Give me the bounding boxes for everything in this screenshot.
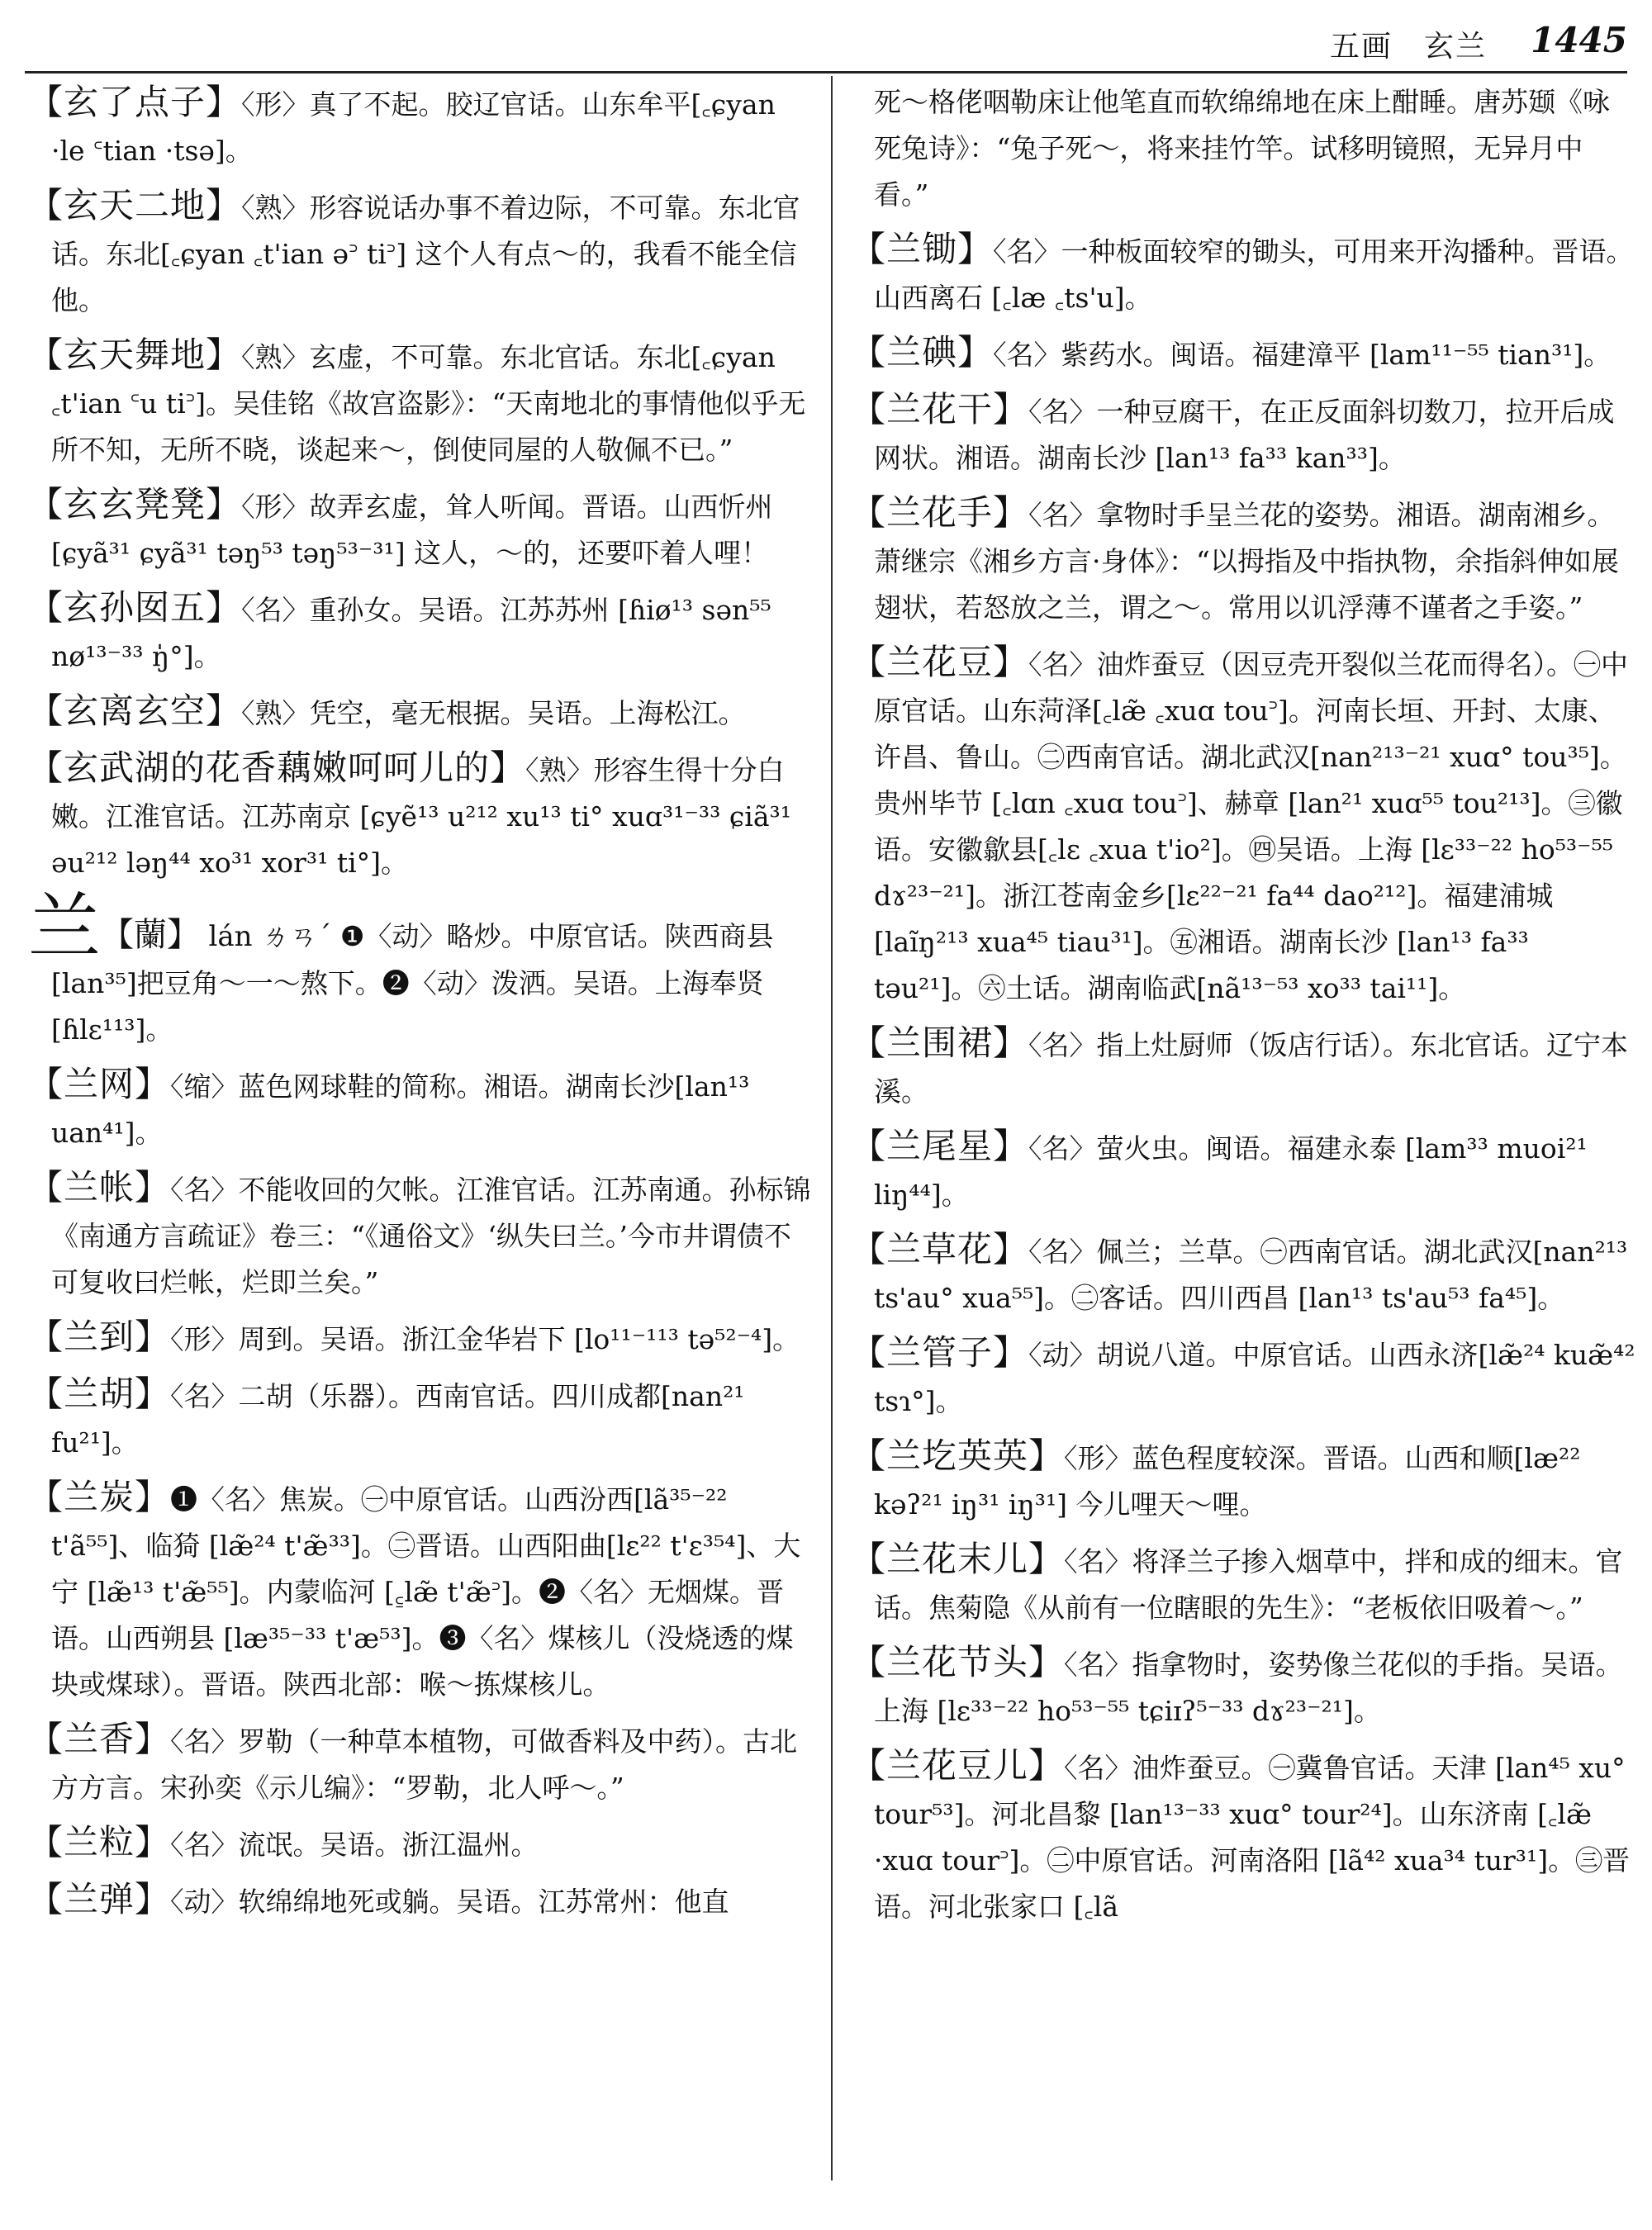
dictionary-entry: 【兰网】〈缩〉蓝色网球鞋的简称。湘语。湖南长沙[lan¹³ uan⁴¹]。	[28, 1064, 750, 1149]
dictionary-entry: 【兰花豆】〈名〉油炸蚕豆（因豆壳开裂似兰花而得名）。㊀中原官话。山东菏泽[꜀læ̃ ꜀xuɑ tou꜄]。河南长垣、开封、太康、许昌、鲁山。㊁西南官话。湖北武汉[nan²¹³⁻²¹ xuɑ° tou³⁵]。贵州毕节 [꜀lɑn ꜀xuɑ tou꜄]、赫章 [lan²¹ xuɑ⁵⁵ tou²¹³]。㊂徽语。安徽歙县[꜀lɛ ꜀xua t'io²]。㊃吴语。上海 [lɛ³³⁻²² ho⁵³⁻⁵⁵ dɤ²³⁻²¹]。浙江苍南金乡[lɛ²²⁻²¹ fa⁴⁴ dao²¹²]。福建浦城[laĩŋ²¹³ xua⁴⁵ tiau³¹]。㊄湘语。湖南长沙 [lan¹³ fa³³ təu²¹]。㊅土话。湖南临武[nã¹³⁻⁵³ xo³³ tai¹¹]。	[851, 642, 1629, 1004]
headword: 【玄天二地】	[28, 185, 242, 225]
head-character: 兰	[28, 885, 102, 970]
headword: 【玄天舞地】	[28, 334, 242, 375]
headword: 【兰香】	[28, 1719, 171, 1759]
header-rule	[25, 71, 1627, 74]
dictionary-entry: 【兰炭】❶〈名〉焦炭。㊀中原官话。山西汾西[lã³⁵⁻²² t'ã⁵⁵]、临猗 [læ̃²⁴ t'æ̃³³]。㊁晋语。山西阳曲[lɛ²² t'ɛ³⁵⁴]、大宁 [læ̃¹³ t'æ̃⁵⁵]。内蒙临河 [꜁læ̃ t'æ̃꜄]。❷〈名〉无烟煤。晋语。山西朔县 [læ³⁵⁻³³ t'æ⁵³]。❸〈名〉煤核儿（没烧透的煤块或煤球）。晋语。陕西北部：喉～拣煤核儿。	[28, 1477, 801, 1701]
headword: 【兰花节头】	[851, 1642, 1065, 1682]
dictionary-entry: 【兰粒】〈名〉流氓。吴语。浙江温州。	[28, 1822, 539, 1862]
headword: 【兰草花】	[851, 1229, 1029, 1269]
dictionary-entry: 【玄了点子】〈形〉真了不起。胶辽官话。山东牟平[꜀ɕyan ·le ꜂tian ·tsə]。	[28, 82, 776, 167]
dictionary-entry: 【兰尾星】〈名〉萤火虫。闽语。福建永泰 [lam³³ muoi²¹ liŋ⁴⁴]。	[851, 1126, 1588, 1211]
dictionary-entry: 【兰花手】〈名〉拿物时手呈兰花的姿势。湘语。湖南湘乡。萧继宗《湘乡方言·身体》：“以拇指及中指执物，余指斜伸如展翅状，若怒放之兰，谓之～。常用以讥浮薄不谨者之手姿。”	[851, 492, 1619, 624]
headword: 【兰胡】	[28, 1374, 171, 1414]
headword: 【兰花手】	[851, 492, 1029, 533]
headword: 【兰圪英英】	[851, 1435, 1065, 1476]
dictionary-entry: 【兰花节头】〈名〉指拿物时，姿势像兰花似的手指。吴语。上海 [lɛ³³⁻²² ho⁵³⁻⁵⁵ tɕiɪʔ⁵⁻³³ dɤ²³⁻²¹]。	[851, 1642, 1623, 1727]
page-number: 1445	[1531, 20, 1627, 60]
dictionary-entry: 【玄离玄空】〈熟〉凭空，毫无根据。吴语。上海松江。	[28, 690, 746, 731]
headword: 【兰碘】	[851, 332, 994, 372]
headword: 【玄了点子】	[28, 82, 242, 122]
dictionary-entry: 【兰花干】〈名〉一种豆腐干，在正反面斜切数刀，拉开后成网状。湘语。湖南长沙 [lan¹³ fa³³ kan³³]。	[851, 389, 1615, 474]
left-column	[28, 79, 813, 2197]
headword: 【玄武湖的花香藕嫩呵呵儿的】	[28, 747, 526, 788]
dictionary-entry: 【玄天二地】〈熟〉形容说话办事不着边际，不可靠。东北官话。东北[꜀ɕyan ꜀t'ian ə꜄ ti꜄] 这个人有点～的，我看不能全信他。	[28, 185, 800, 316]
page-header	[0, 18, 1652, 68]
dictionary-entry: 【玄玄凳凳】〈形〉故弄玄虚，耸人听闻。晋语。山西忻州 [ɕyã³¹ ɕyã³¹ təŋ⁵³ təŋ⁵³⁻³¹] 这人，～的，还要吓着人哩！	[28, 484, 773, 569]
dictionary-entry: 【兰帐】〈名〉不能收回的欠帐。江淮官话。江苏南通。孙标锦《南通方言疏证》卷三：“《通俗文》‘纵失曰兰。’今市井谓债不可复收曰烂帐，烂即兰矣。”	[28, 1167, 811, 1298]
dictionary-entry: 【兰草花】〈名〉佩兰；兰草。㊀西南官话。湖北武汉[nan²¹³ ts'au° xua⁵⁵]。㊁客话。四川西昌 [lan¹³ ts'au⁵³ fa⁴⁵]。	[851, 1229, 1628, 1314]
headword: 【兰帐】	[28, 1167, 171, 1208]
section-title: 五画 玄兰	[1329, 30, 1487, 64]
headword: 【兰花末儿】	[851, 1539, 1065, 1579]
headword: 【兰粒】	[28, 1822, 171, 1862]
character-entry	[28, 885, 813, 1053]
headword: 【兰围裙】	[851, 1022, 1029, 1063]
dictionary-entry: 【玄天舞地】〈熟〉玄虚，不可靠。东北官话。东北[꜀ɕyan ꜀t'ian ꜂u ti꜄]。吴佳铭《故宫盗影》：“天南地北的事情他似乎无所不知，无所不晓，谈起来～，倒使同屋的人敬佩不已。”	[28, 334, 806, 466]
dictionary-entry: 【兰香】〈名〉罗勒（一种草本植物，可做香料及中药）。古北方方言。宋孙奕《示儿编》：“罗勒，北人呼～。”	[28, 1719, 798, 1804]
headword: 【兰花豆儿】	[851, 1745, 1065, 1786]
dictionary-entry: 【兰胡】〈名〉二胡（乐器）。西南官话。四川成都[nan²¹ fu²¹]。	[28, 1374, 745, 1459]
dictionary-entry: 【兰碘】〈名〉紫药水。闽语。福建漳平 [lam¹¹⁻⁵⁵ tian³¹]。	[851, 332, 1612, 372]
headword: 【兰花豆】	[851, 642, 1029, 682]
dictionary-entry: 【兰圪英英】〈形〉蓝色程度较深。晋语。山西和顺[læ²² kəʔ²¹ iŋ³¹ iŋ³¹] 今儿哩天～哩。	[851, 1435, 1581, 1521]
dictionary-entry: 【玄武湖的花香藕嫩呵呵儿的】〈熟〉形容生得十分白嫩。江淮官话。江苏南京 [ɕyẽ¹³ u²¹² xu¹³ ti° xuɑ³¹⁻³³ ɕiã³¹ əu²¹² ləŋ⁴⁴ xo³¹ xor³¹ ti°]。	[28, 747, 791, 879]
headword: 【兰锄】	[851, 229, 994, 269]
headword: 【玄离玄空】	[28, 690, 242, 731]
headword: 【玄玄凳凳】	[28, 484, 242, 524]
headword: 【兰花干】	[851, 389, 1029, 429]
dictionary-entry: 【兰到】〈形〉周到。吴语。浙江金华岩下 [lo¹¹⁻¹¹³ tə⁵²⁻⁴]。	[28, 1317, 800, 1357]
headword: 【兰炭】	[28, 1477, 171, 1517]
headword: 【兰到】	[28, 1317, 171, 1357]
dictionary-entry: 【兰锄】〈名〉一种板面较窄的锄头，可用来开沟播种。晋语。山西离石 [꜀læ ꜀ts'u]。	[851, 229, 1634, 314]
pinyin: lán ㄌㄢˊ	[208, 920, 332, 953]
dictionary-entry: 【兰围裙】〈名〉指上灶厨师（饭店行话）。东北官话。辽宁本溪。	[851, 1022, 1629, 1108]
headword: 【玄孙囡五】	[28, 587, 242, 628]
dictionary-entry: 【兰弹】〈动〉软绵绵地死或躺。吴语。江苏常州：他直	[28, 1879, 729, 1919]
traditional-form: 【蘭】	[101, 916, 201, 954]
headword: 【兰弹】	[28, 1879, 171, 1919]
dictionary-entry: 【兰花末儿】〈名〉将泽兰子掺入烟草中，拌和成的细末。官话。焦菊隐《从前有一位瞎眼的先生》：“老板依旧吸着～。”	[851, 1539, 1623, 1624]
headword: 【兰尾星】	[851, 1126, 1029, 1166]
character-definition: ❶〈动〉略炒。中原官话。陕西商县[lan³⁵]把豆角～一～熬下。❷〈动〉泼洒。吴语。上海奉贤[ɦlɛ¹¹³]。	[51, 920, 774, 1046]
dictionary-entry: 【兰花豆儿】〈名〉油炸蚕豆。㊀冀鲁官话。天津 [lan⁴⁵ xu° tour⁵³]。河北昌黎 [lan¹³⁻³³ xuɑ° tour²⁴]。山东济南 [꜀læ̃ ·xuɑ tour꜄]。㊁中原官话。河南洛阳 [lã⁴² xua³⁴ tur³¹]。㊂晋语。河北张家口 [꜀lã	[851, 1745, 1631, 1923]
headword: 【兰管子】	[851, 1332, 1029, 1373]
dictionary-entry: 【兰管子】〈动〉胡说八道。中原官话。山西永济[læ̃²⁴ kuæ̃⁴² tsɿ°]。	[851, 1332, 1635, 1417]
continued-entry: 死～格佬咽勒床让他笔直而软绵绵地在床上酣睡。唐苏颋《咏死兔诗》：“兔子死～，将来挂竹竿。试移明镜照，无异月中看。”	[874, 86, 1610, 211]
column-divider	[831, 76, 833, 2180]
right-column	[851, 79, 1635, 2197]
dictionary-entry: 【玄孙囡五】〈名〉重孙女。吴语。江苏苏州 [ɦiø¹³ sən⁵⁵ nø¹³⁻³³ ŋ̍°]。	[28, 587, 771, 672]
headword: 【兰网】	[28, 1064, 171, 1104]
